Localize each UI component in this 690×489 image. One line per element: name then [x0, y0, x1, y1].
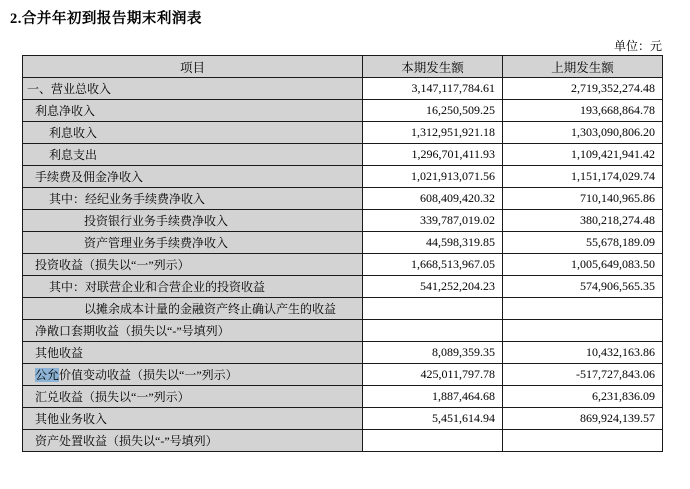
prior-amount-cell	[503, 298, 663, 320]
table-row	[23, 320, 663, 342]
prior-amount-cell: 1,005,649,083.50	[503, 254, 663, 276]
current-amount-cell	[363, 320, 503, 342]
table-row	[23, 386, 663, 408]
table-row	[23, 364, 663, 386]
current-amount-cell: 1,296,701,411.93	[363, 144, 503, 166]
current-amount-cell	[363, 430, 503, 452]
current-amount-cell: 339,787,019.02	[363, 210, 503, 232]
item-cell: 投资银行业务手续费净收入	[23, 210, 363, 232]
table-row	[23, 100, 663, 122]
prior-amount-cell: 2,719,352,274.48	[503, 78, 663, 100]
prior-amount-cell: 6,231,836.09	[503, 386, 663, 408]
current-amount-cell: 16,250,509.25	[363, 100, 503, 122]
column-header-prior-period: 上期发生额	[503, 56, 663, 78]
item-cell: 汇兑收益（损失以“一”列示）	[23, 386, 363, 408]
current-amount-cell: 608,409,420.32	[363, 188, 503, 210]
item-cell: 其他收益	[23, 342, 363, 364]
item-cell: 其中：经纪业务手续费净收入	[23, 188, 363, 210]
table-row	[23, 188, 663, 210]
current-amount-cell: 44,598,319.85	[363, 232, 503, 254]
item-cell: 利息收入	[23, 122, 363, 144]
item-cell: 一、营业总收入	[23, 78, 363, 100]
table-row	[23, 78, 663, 100]
prior-amount-cell: 193,668,864.78	[503, 100, 663, 122]
table-row	[23, 232, 663, 254]
column-header-current-period: 本期发生额	[363, 56, 503, 78]
current-amount-cell: 1,021,913,071.56	[363, 166, 503, 188]
table-row	[23, 298, 663, 320]
current-amount-cell	[363, 298, 503, 320]
page-title: 2.合并年初到报告期末利润表	[10, 11, 202, 27]
table-row	[23, 210, 663, 232]
table-row	[23, 166, 663, 188]
prior-amount-cell	[503, 430, 663, 452]
item-cell: 资产管理业务手续费净收入	[23, 232, 363, 254]
table-row	[23, 122, 663, 144]
item-cell: 投资收益（损失以“一”列示）	[23, 254, 363, 276]
prior-amount-cell: 10,432,163.86	[503, 342, 663, 364]
current-amount-cell: 3,147,117,784.61	[363, 78, 503, 100]
prior-amount-cell: 710,140,965.86	[503, 188, 663, 210]
table-body	[23, 78, 663, 452]
current-amount-cell: 1,312,951,921.18	[363, 122, 503, 144]
prior-amount-cell: 1,303,090,806.20	[503, 122, 663, 144]
prior-amount-cell: 380,218,274.48	[503, 210, 663, 232]
item-cell: 资产处置收益（损失以“-”号填列）	[23, 430, 363, 452]
item-cell: 其中：对联营企业和合营企业的投资收益	[23, 276, 363, 298]
column-header-item: 项目	[23, 56, 363, 78]
prior-amount-cell: 869,924,139.57	[503, 408, 663, 430]
current-amount-cell: 541,252,204.23	[363, 276, 503, 298]
prior-amount-cell: 1,151,174,029.74	[503, 166, 663, 188]
current-amount-cell: 8,089,359.35	[363, 342, 503, 364]
table-row	[23, 144, 663, 166]
current-amount-cell: 425,011,797.78	[363, 364, 503, 386]
table-row	[23, 408, 663, 430]
current-amount-cell: 5,451,614.94	[363, 408, 503, 430]
selected-text: 公允	[35, 368, 60, 382]
item-cell: 公允价值变动收益（损失以“一”列示）	[23, 364, 363, 386]
unit-label: 单位：元	[613, 39, 662, 53]
item-cell: 净敞口套期收益（损失以“-”号填列）	[23, 320, 363, 342]
item-cell: 以摊余成本计量的金融资产终止确认产生的收益	[23, 298, 363, 320]
prior-amount-cell: 574,906,565.35	[503, 276, 663, 298]
item-cell: 其他业务收入	[23, 408, 363, 430]
item-cell: 手续费及佣金净收入	[23, 166, 363, 188]
current-amount-cell: 1,668,513,967.05	[363, 254, 503, 276]
current-amount-cell: 1,887,464.68	[363, 386, 503, 408]
table-row	[23, 254, 663, 276]
prior-amount-cell	[503, 320, 663, 342]
table-row	[23, 342, 663, 364]
item-cell: 利息支出	[23, 144, 363, 166]
item-cell: 利息净收入	[23, 100, 363, 122]
prior-amount-cell: -517,727,843.06	[503, 364, 663, 386]
header-row	[23, 56, 663, 78]
prior-amount-cell: 55,678,189.09	[503, 232, 663, 254]
prior-amount-cell: 1,109,421,941.42	[503, 144, 663, 166]
table-row	[23, 430, 663, 452]
income-statement-table	[22, 55, 663, 452]
table-row	[23, 276, 663, 298]
